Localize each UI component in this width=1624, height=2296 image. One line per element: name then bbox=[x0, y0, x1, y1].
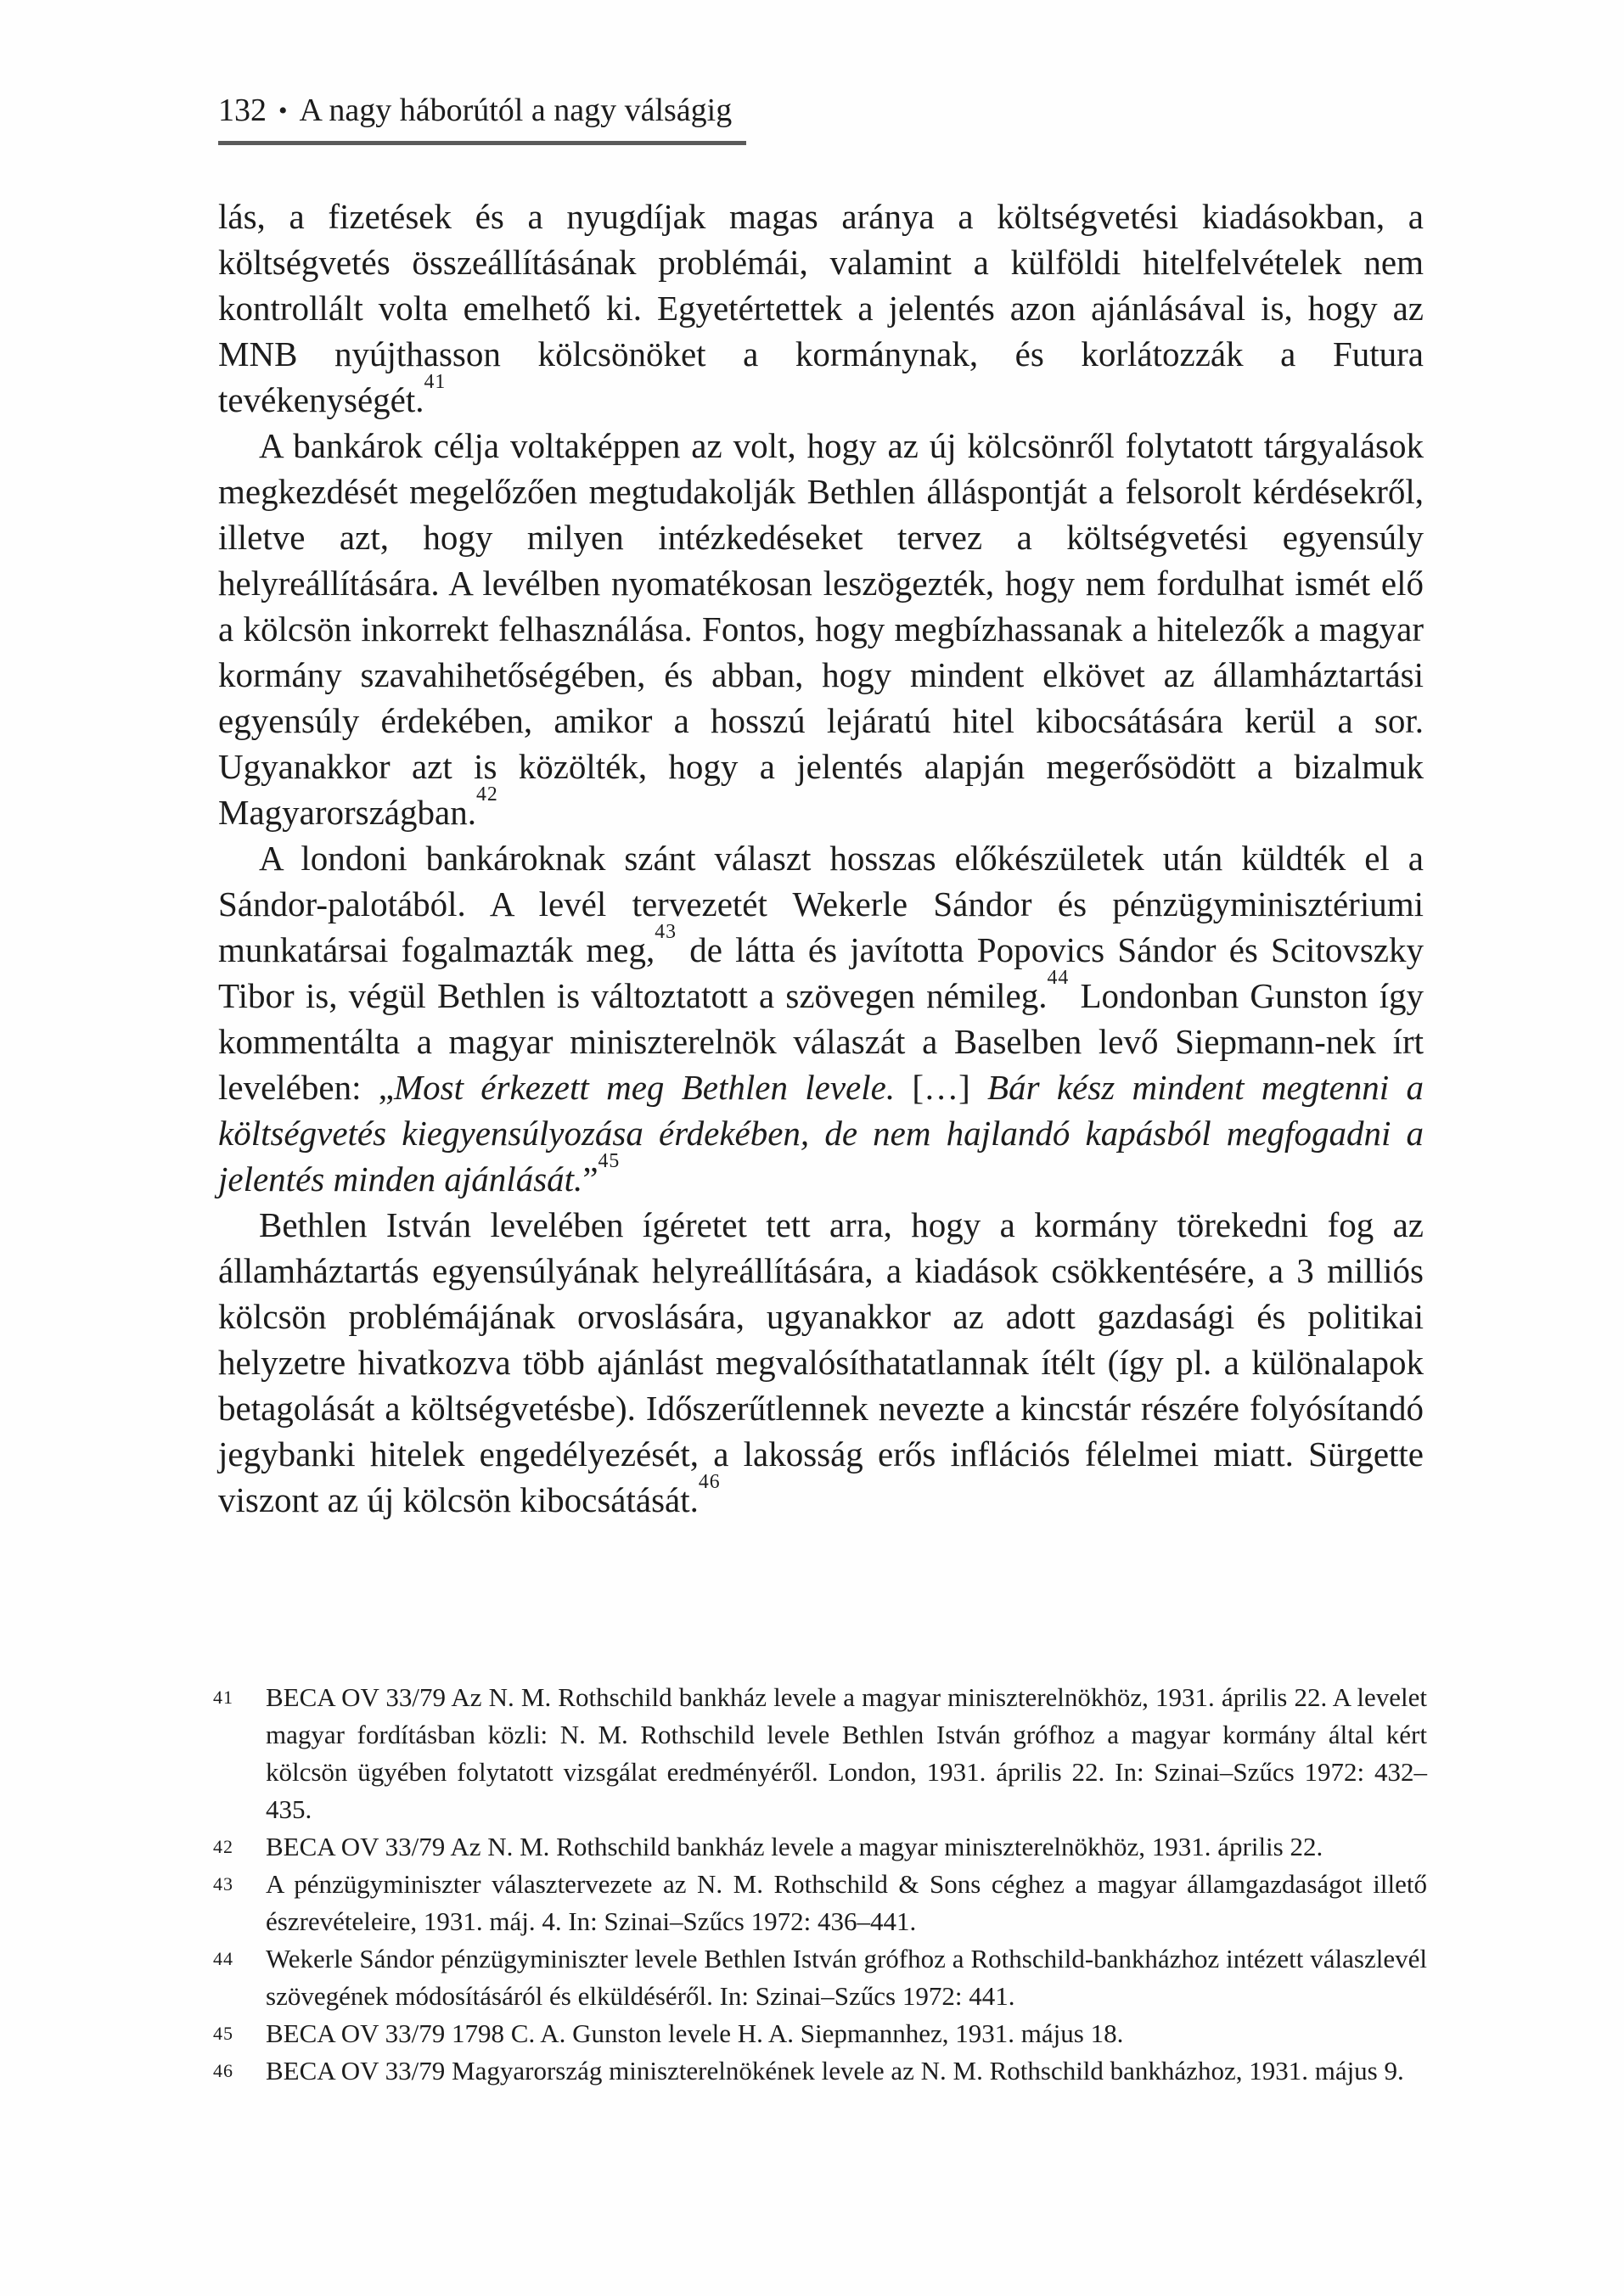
page-number: 132 bbox=[218, 93, 267, 128]
text-segment: de látta és javította Popovics Sándor és Scitovszky Tibor is, végül Bethlen is változtatott a szövegen némileg. bbox=[218, 930, 1424, 1015]
footnote bbox=[213, 1940, 1427, 2015]
quoted-text: Most érkezett meg Bethlen levele. bbox=[393, 1068, 896, 1107]
paragraph bbox=[218, 423, 1424, 835]
footnote-number: 44 bbox=[213, 1948, 233, 1969]
footnote-reference: 45 bbox=[598, 1150, 621, 1173]
footnote-reference: 43 bbox=[655, 921, 677, 944]
header-rule bbox=[218, 141, 746, 145]
footnote-reference: 44 bbox=[1047, 967, 1070, 990]
footnote-text: BECA OV 33/79 Az N. M. Rothschild bankház levele a magyar miniszterelnökhöz, 1931. április 22. A levelet magyar fordításban közli: N. M. Rothschild levele Bethlen István grófhoz a magyar kormány által kért kölcsön ügyében folytatott vizsgálat eredményéről. London, 1931. április 22. In: Szinai–Szűcs 1972: 432–435. bbox=[266, 1682, 1427, 1824]
footnote-number: 43 bbox=[213, 1873, 233, 1895]
running-title: A nagy háborútól a nagy válságig bbox=[299, 93, 733, 128]
footnote-number: 46 bbox=[213, 2060, 233, 2081]
footnote-text: BECA OV 33/79 1798 C. A. Gunston levele H. A. Siepmannhez, 1931. május 18. bbox=[266, 2018, 1124, 2048]
text-segment: A londoni bankároknak szánt választ hosszas előkészületek után küldték el a Sándor-palotából. A levél tervezetét Wekerle Sándor és pénzügyminisztériumi munkatársai fogalmazták meg, bbox=[218, 839, 1424, 969]
footnote bbox=[213, 1828, 1427, 1866]
text-segment: ” bbox=[582, 1159, 598, 1199]
running-header bbox=[218, 92, 732, 130]
footnote bbox=[213, 1679, 1427, 1828]
footnote bbox=[213, 2015, 1427, 2052]
footnote-number: 45 bbox=[213, 2023, 233, 2044]
text-segment: Bethlen István levelében ígéretet tett arra, hogy a kormány törekedni fog az államháztartás egyensúlyának helyreállítására, a kiadások csökkentésére, a 3 milliós kölcsön problémájának orvoslására, ugyanakkor az adott gazdasági és politikai helyzetre hivatkozva több ajánlást megvalósíthatatlannak ítélt (így pl. a különalapok betagolását a költségvetésbe). Időszerűtlennek nevezte a kincstár részére folyósítandó jegybanki hitelek engedélyezését, a lakosság erős inflációs félelmei miatt. Sürgette viszont az új kölcsön kibocsátását. bbox=[218, 1205, 1424, 1519]
footnote-number: 42 bbox=[213, 1836, 233, 1857]
footnote-number: 41 bbox=[213, 1687, 233, 1708]
paragraph bbox=[218, 835, 1424, 1202]
body-text bbox=[218, 194, 1424, 1523]
footnote-reference: 41 bbox=[424, 371, 447, 394]
footnote bbox=[213, 1866, 1427, 1940]
footnote-reference: 46 bbox=[698, 1471, 721, 1494]
footnote-reference: 42 bbox=[475, 783, 498, 806]
text-segment: […] bbox=[895, 1068, 988, 1107]
paragraph bbox=[218, 194, 1424, 423]
quoted-text: Bár kész mindent megtenni a költségvetés kiegyensúlyozása érdekében, de nem hajlandó kapásból megfogadni a jelentés minden ajánlását. bbox=[218, 1068, 1424, 1199]
text-segment: Londonban Gunston így kommentálta a magyar miniszterelnök válaszát a Baselben levő Siepmann-nek írt levelében: „ bbox=[218, 976, 1424, 1107]
footnote-text: Wekerle Sándor pénzügyminiszter levele Bethlen István grófhoz a Rothschild-bankházhoz intézett válaszlevél szövegének módosításáról és elküldéséről. In: Szinai–Szűcs 1972: 441. bbox=[266, 1944, 1427, 2011]
header-separator-bullet: • bbox=[278, 97, 288, 125]
paragraph bbox=[218, 1202, 1424, 1523]
text-segment: A bankárok célja voltaképpen az volt, hogy az új kölcsönről folytatott tárgyalások megkezdését megelőzően megtudakolják Bethlen álláspontját a felsorolt kérdésekről, illetve azt, hogy milyen intézkedéseket tervez a költségvetési egyensúly helyreállítására. A levélben nyomatékosan leszögezték, hogy nem fordulhat ismét elő a kölcsön inkorrekt felhasználása. Fontos, hogy megbízhassanak a hitelezők a magyar kormány szavahihetőségében, és abban, hogy mindent elkövet az államháztartási egyensúly érdekében, amikor a hosszú lejáratú hitel kibocsátására kerül a sor. Ugyanakkor azt is közölték, hogy a jelentés alapján megerősödött a bizalmuk Magyarországban. bbox=[218, 426, 1424, 832]
footnote-text: BECA OV 33/79 Az N. M. Rothschild bankház levele a magyar miniszterelnökhöz, 1931. április 22. bbox=[266, 1832, 1323, 1861]
footnote-text: BECA OV 33/79 Magyarország miniszterelnökének levele az N. M. Rothschild bankházhoz, 1931. május 9. bbox=[266, 2056, 1404, 2085]
footnote bbox=[213, 2052, 1427, 2090]
footnote-text: A pénzügyminiszter választervezete az N. M. Rothschild & Sons céghez a magyar államgazdaságot illető észrevételeire, 1931. máj. 4. In: Szinai–Szűcs 1972: 436–441. bbox=[266, 1869, 1427, 1936]
footnotes-section bbox=[213, 1679, 1427, 2090]
text-segment: lás, a fizetések és a nyugdíjak magas aránya a költségvetési kiadásokban, a költségvetés összeállításának problémái, valamint a külföldi hitelfelvételek nem kontrollált volta emelhető ki. Egyetértettek a jelentés azon ajánlásával is, hogy az MNB nyújthasson kölcsönöket a kormánynak, és korlátozzák a Futura tevékenységét. bbox=[218, 197, 1424, 419]
